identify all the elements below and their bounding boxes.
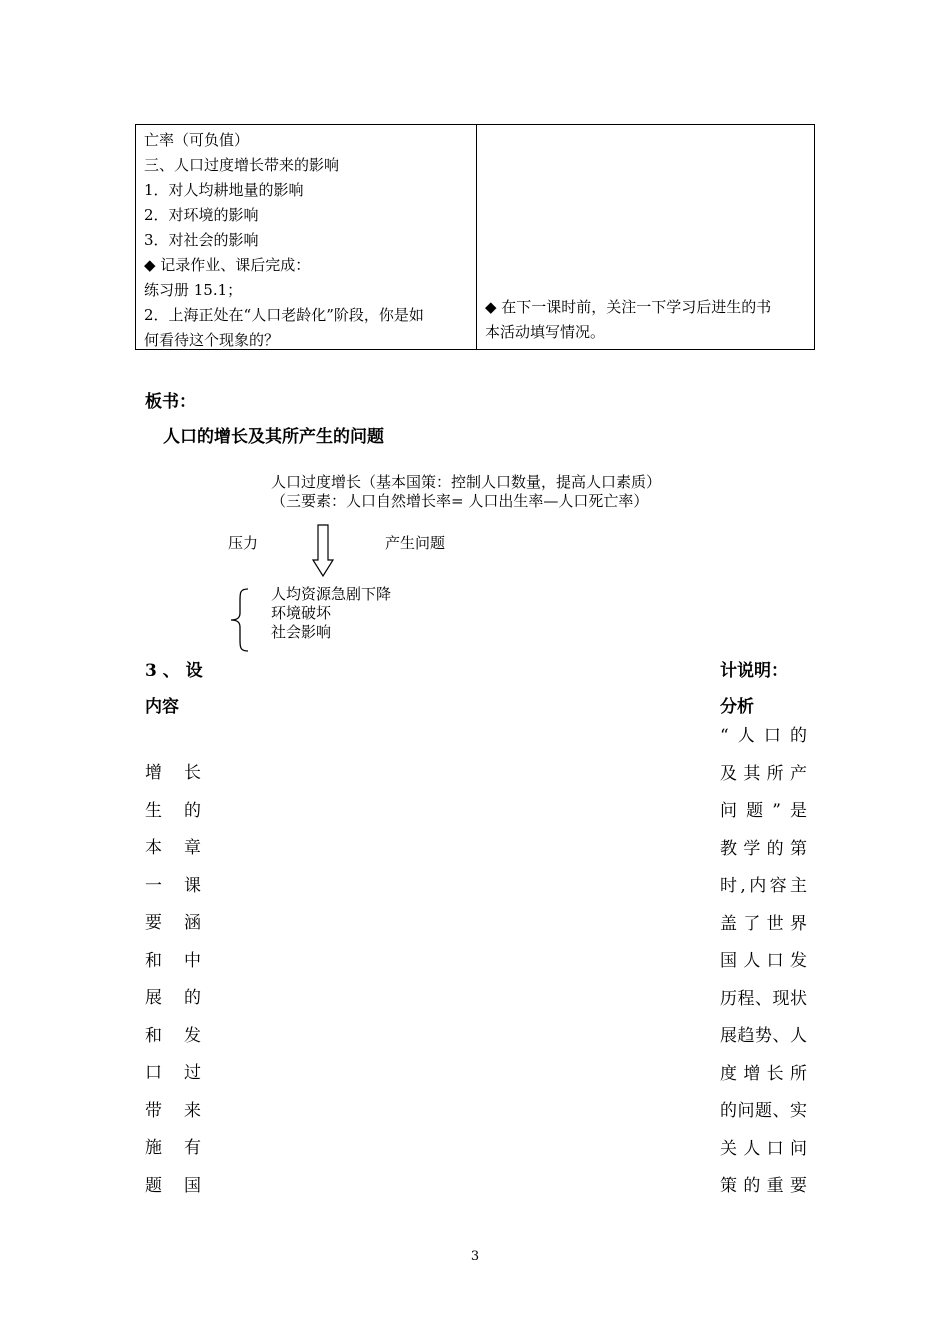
- analysis-row: 度 增 长 所: [720, 1063, 807, 1084]
- content-row: [145, 793, 201, 831]
- analysis-row: 时 , 内 容 主: [720, 876, 807, 896]
- table-line: 3．对社会的影响: [144, 231, 259, 249]
- char: 施: [145, 1138, 162, 1158]
- board-heading: 板书：: [145, 392, 196, 412]
- table-right-cell: [477, 125, 815, 350]
- analysis-row: 及 其 所 产: [720, 763, 807, 784]
- char: 的: [184, 800, 201, 821]
- content-row: [145, 1055, 201, 1093]
- problems-label: 产生问题: [385, 534, 446, 552]
- analysis-row: “ 人 口 的: [720, 726, 807, 746]
- page-number: 3: [470, 1249, 480, 1264]
- analysis-row: 教 学 的 第: [720, 838, 807, 859]
- analysis-row: 展 趋 势 、 人: [720, 1026, 807, 1046]
- analysis-row: 策 的 重 要: [720, 1176, 807, 1196]
- table-line: 1．对人均耕地量的影响: [144, 181, 304, 199]
- content-row: [145, 943, 201, 981]
- analysis-row: 问 题 ” 是: [720, 801, 807, 821]
- char: 有: [184, 1138, 201, 1158]
- char: 题: [145, 1175, 162, 1196]
- table-line: 2．对环境的影响: [144, 206, 259, 224]
- down-arrow-icon: [312, 524, 334, 578]
- analysis-row: 历 程 、 现 状: [720, 988, 807, 1009]
- analysis-row: 的 问 题 、 实: [720, 1101, 807, 1121]
- section3-heading-left: 3 、 设: [145, 661, 203, 681]
- content-row: [145, 755, 201, 793]
- char: 中: [184, 950, 201, 971]
- char: 一: [145, 875, 162, 896]
- char: 课: [184, 875, 201, 896]
- effect-item: 环境破坏: [271, 604, 332, 622]
- diagram-line-2: （三要素：人口自然增长率= 人口出生率—人口死亡率）: [271, 492, 649, 510]
- content-row: [145, 868, 201, 906]
- content-row: [145, 980, 201, 1018]
- content-column: [145, 755, 201, 1205]
- content-row: [145, 905, 201, 943]
- diagram-line-1: 人口过度增长（基本国策：控制人口数量，提高人口素质）: [271, 473, 662, 491]
- effect-item: 社会影响: [271, 623, 332, 641]
- analysis-row: 关 人 口 问: [720, 1138, 807, 1159]
- char: 章: [184, 838, 201, 858]
- char: 要: [145, 913, 162, 933]
- board-title: 人口的增长及其所产生的问题: [163, 427, 384, 447]
- table-line: 三、人口过度增长带来的影响: [144, 156, 340, 174]
- char: 生: [145, 800, 162, 821]
- char: 来: [184, 1100, 201, 1121]
- table-line: ◆ 记录作业、课后完成：: [144, 256, 311, 274]
- char: 的: [184, 988, 201, 1008]
- analysis-row: 盖 了 世 界: [720, 913, 807, 934]
- left-brace-icon: [228, 588, 250, 652]
- char: 本: [145, 838, 162, 858]
- lesson-plan-table: [135, 124, 815, 350]
- table-line: 亡率（可负值）: [144, 131, 250, 149]
- char: 展: [145, 988, 162, 1008]
- char: 长: [184, 763, 201, 783]
- table-left-cell: [136, 125, 477, 350]
- analysis-row: 国 人 口 发: [720, 951, 807, 971]
- content-subheading: 内容: [145, 697, 179, 717]
- char: 国: [184, 1175, 201, 1196]
- effect-item: 人均资源急剧下降: [271, 585, 392, 603]
- char: 过: [184, 1063, 201, 1083]
- char: 和: [145, 1025, 162, 1046]
- pressure-label: 压力: [228, 534, 259, 552]
- content-row: [145, 1130, 201, 1168]
- table-line: 2．上海正处在“人口老龄化”阶段，你是如: [144, 306, 424, 324]
- table-line: 练习册 15.1；: [144, 281, 243, 299]
- char: 涵: [184, 913, 201, 933]
- content-row: [145, 830, 201, 868]
- char: 和: [145, 950, 162, 971]
- analysis-subheading: 分析: [720, 697, 754, 717]
- table-line: 何看待这个现象的？: [144, 331, 280, 349]
- content-row: [145, 1018, 201, 1056]
- section3-heading-right: 计说明：: [720, 661, 788, 681]
- char: 发: [184, 1025, 201, 1046]
- char: 增: [145, 763, 162, 783]
- table-note-line: 本活动填写情况。: [485, 323, 606, 341]
- analysis-column: [720, 718, 807, 1206]
- char: 口: [145, 1063, 162, 1083]
- content-row: [145, 1093, 201, 1131]
- content-row: [145, 1168, 201, 1206]
- char: 带: [145, 1100, 162, 1121]
- table-note-line: ◆ 在下一课时前，关注一下学习后进生的书: [485, 298, 772, 316]
